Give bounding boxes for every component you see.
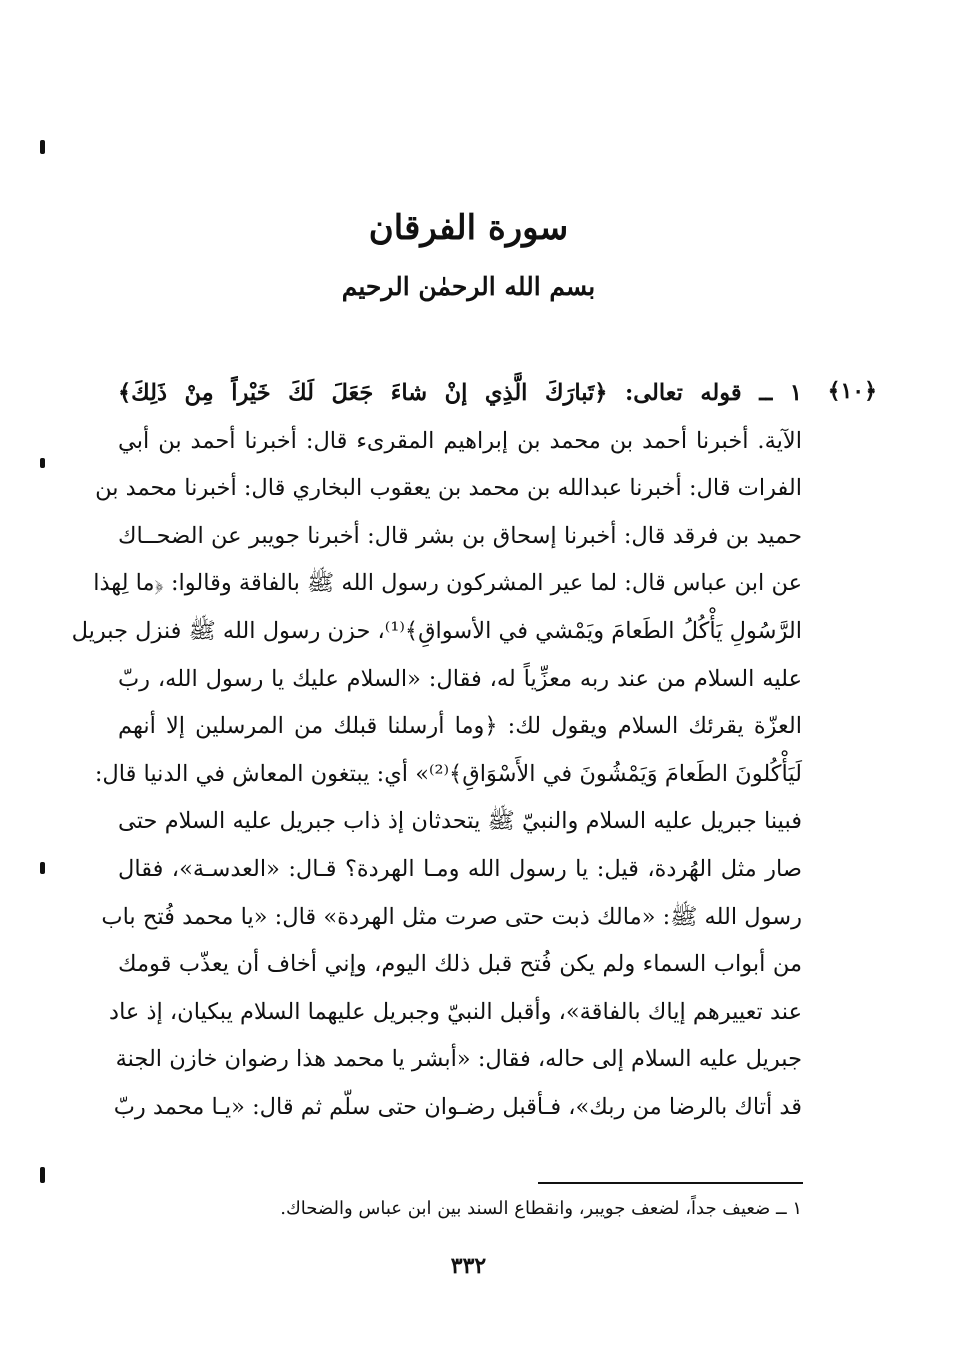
commentary-text (71, 370, 802, 1132)
text-line: حميد بن فرقد قال: أخبرنا إسحاق بن بشر قال: أخبرنا جويبر عن الضحــاك (118, 522, 802, 549)
text-line: عليه السلام من عند ربه معزِّياً له، فقال: «السلام عليك يا رسول الله، ربّ (118, 665, 802, 692)
footnote-separator (538, 1182, 803, 1184)
text-line: جبريل عليه السلام إلى حاله، فقال: «أبشر يا محمد هذا رضوان خازن الجنة (115, 1046, 802, 1073)
footnote: ١ ــ ضعيف جداً، لضعف جويبر، وانقطاع السند بين ابن عباس والضحاك. (280, 1198, 802, 1219)
text-line: لَيَأْكُلونَ الطَعامَ وَيَمْشُونَ في الأَسْوَاقِ﴾⁽²⁾» أي: يبتغون المعاش في الدنيا قال: (94, 760, 802, 787)
scan-edge-mark (40, 862, 45, 874)
surah-title: سورة الفرقان (368, 208, 569, 248)
verse-number-marker: ﴿١٠﴾ (827, 378, 877, 404)
text-line: الآية. أخبرنا أحمد بن محمد بن إبراهيم المقرىء قال: أخبرنا أحمد بن أبي (118, 427, 802, 454)
text-line: رسول الله ﷺ: «مالك ذبت حتى صرت مثل الهردة» قال: «يا محمد فُتح باب (101, 903, 802, 930)
scan-edge-mark (40, 1167, 45, 1183)
text-line: صار مثل الهُردة، قيل: يا رسول الله ومـا الهردة؟ قـال: «العدسـة»، فقال (118, 855, 802, 882)
text-line: العزّة يقرئك السلام ويقول لك: ﴿وما أرسلنا قبلك من المرسلين إلا أنهم (118, 713, 802, 740)
text-line: عند تعييرهم إياك بالفاقة»، وأقبل النبيّ وجبريل عليهما السلام يبكيان، إذ عاد (109, 998, 802, 1025)
text-line: الفرات قال: أخبرنا عبدالله بن محمد بن يعقوب البخاري قال: أخبرنا محمد بن (95, 475, 802, 502)
text-line: الرَّسُولِ يَأْكُلُ الطَعامَ ويَمْشي في الأسواقِ﴾⁽¹⁾، حزن رسول الله ﷺ فنزل جبريل (71, 617, 802, 644)
scan-edge-mark (40, 458, 45, 468)
text-line: من أبواب السماء ولم يكن فُتح قبل ذلك اليوم، وإني أخاف أن يعذّب قومك (118, 951, 802, 978)
scan-edge-mark (40, 140, 45, 154)
basmala: بسم الله الرحمٰن الرحيم (341, 272, 596, 301)
text-line: عن ابن عباس قال: لما عير المشركون رسول الله ﷺ بالفاقة وقالوا: ﴿ما لِهذا (93, 570, 802, 597)
text-line: فبينا جبريل عليه السلام والنبيّ ﷺ يتحدثان إذ ذاب جبريل عليه السلام حتى (118, 808, 802, 835)
text-line: ١ ــ قوله تعالى: ﴿تَبارَكَ الَّذِي إنْ شاءَ جَعَلَ لَكَ خَيْراً مِنْ ذَلِكَ﴾ (118, 380, 802, 406)
page-number: ٣٣٢ (450, 1253, 487, 1279)
text-line: قد أتاك بالرضا من ربك»، فـأقبل رضـوان حتى سلّم ثم قال: «يـا محمد ربّ (113, 1093, 802, 1120)
book-page (40, 0, 977, 1364)
